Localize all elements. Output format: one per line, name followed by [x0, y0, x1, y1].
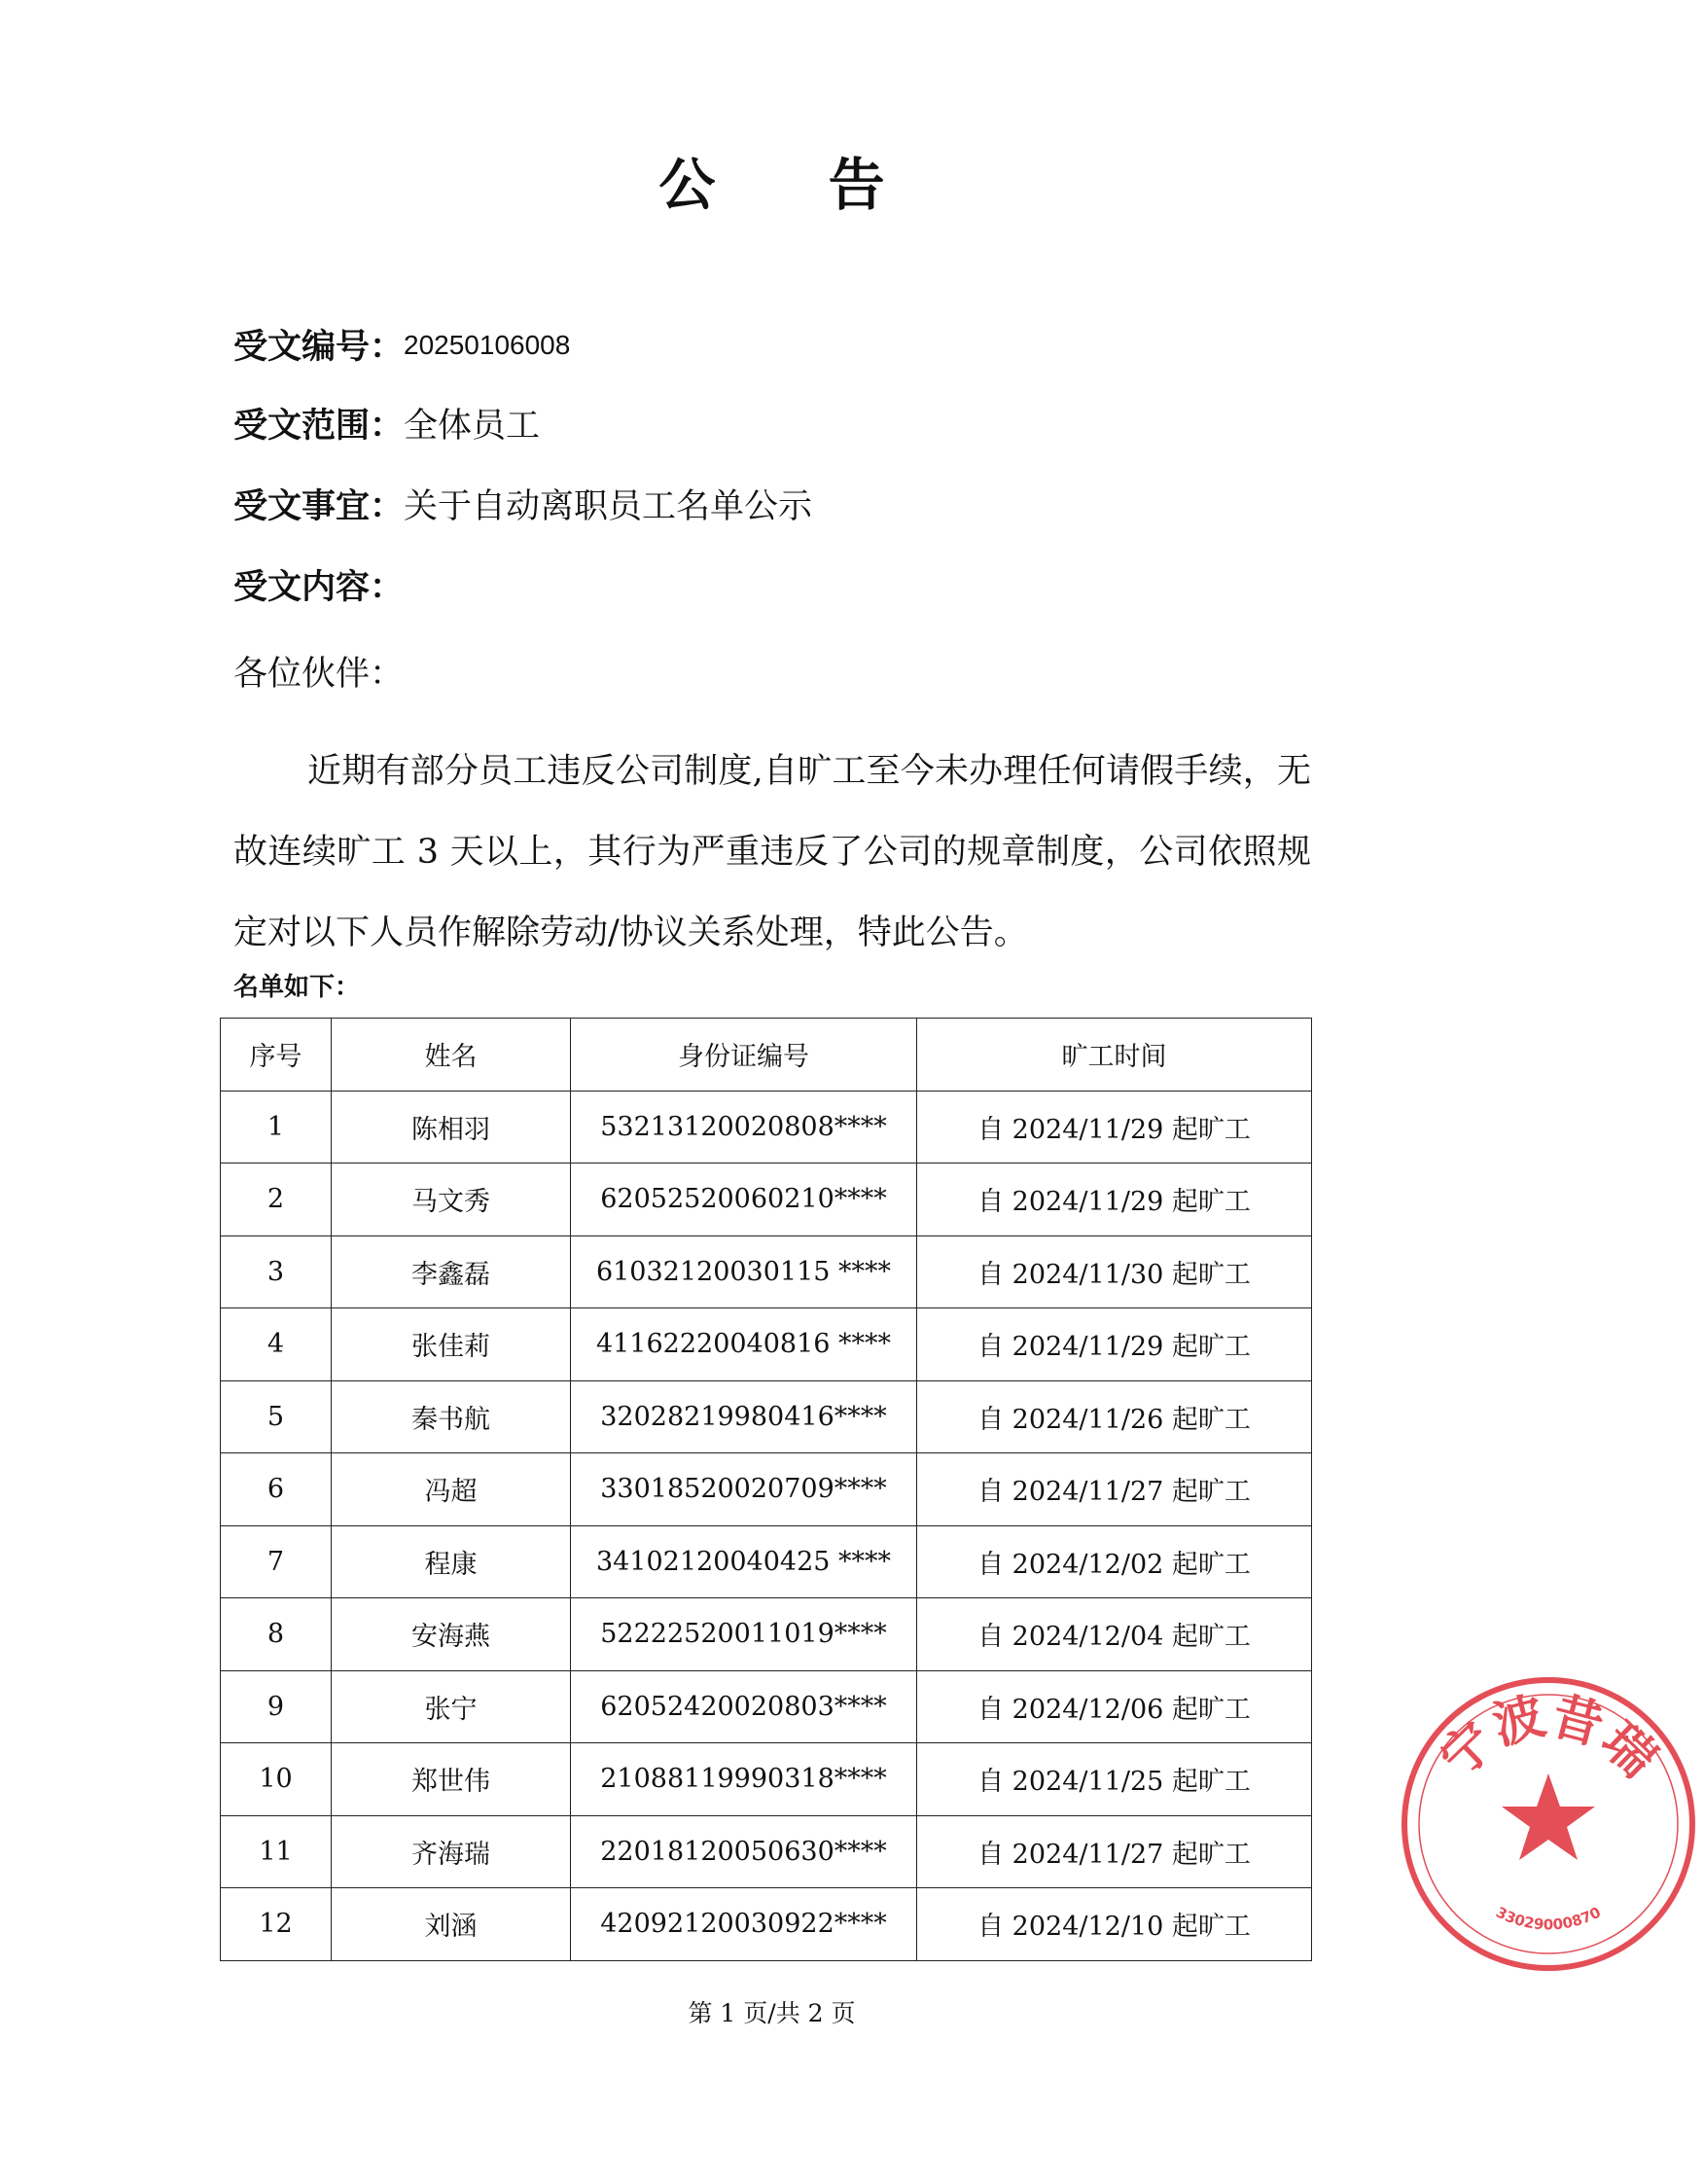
cell-name: 马文秀 [332, 1164, 571, 1236]
cell-time: 自 2024/11/27 起旷工 [917, 1815, 1312, 1888]
cell-no: 7 [221, 1525, 332, 1598]
table-row [221, 1598, 1312, 1671]
meta-number-label: 受文编号： [233, 327, 405, 367]
table-row [221, 1743, 1312, 1816]
cell-name: 程康 [332, 1525, 571, 1598]
seal-star [1502, 1773, 1595, 1860]
cell-name: 陈相羽 [332, 1091, 571, 1164]
table-row [221, 1308, 1312, 1381]
meta-scope-value: 全体员工 [404, 407, 541, 446]
cell-time: 自 2024/11/29 起旷工 [917, 1308, 1312, 1381]
table-row [221, 1453, 1312, 1526]
table-header-row [221, 1019, 1312, 1092]
cell-id: 61032120030115 **** [571, 1235, 917, 1308]
cell-id: 53213120020808**** [571, 1091, 917, 1164]
cell-time: 自 2024/12/04 起旷工 [917, 1598, 1312, 1671]
cell-time: 自 2024/11/26 起旷工 [917, 1380, 1312, 1453]
cell-no: 11 [221, 1815, 332, 1888]
cell-id: 22018120050630**** [571, 1815, 917, 1888]
cell-name: 安海燕 [332, 1598, 571, 1671]
cell-name: 冯超 [332, 1453, 571, 1526]
table-row [221, 1091, 1312, 1164]
table-row [221, 1815, 1312, 1888]
cell-no: 12 [221, 1888, 332, 1961]
meta-scope-label: 受文范围： [233, 406, 405, 446]
cell-name: 李鑫磊 [332, 1235, 571, 1308]
seal-number: 33029000870 [1493, 1903, 1604, 1934]
header-name: 姓名 [332, 1019, 571, 1092]
greeting: 各位伙伴： [233, 655, 405, 694]
cell-time: 自 2024/12/10 起旷工 [917, 1888, 1312, 1961]
page-footer: 第 1 页/共 2 页 [688, 1999, 856, 2027]
cell-no: 10 [221, 1743, 332, 1816]
cell-no: 3 [221, 1235, 332, 1308]
meta-scope-row [233, 402, 540, 450]
cell-name: 秦书航 [332, 1380, 571, 1453]
cell-time: 自 2024/12/06 起旷工 [917, 1670, 1312, 1743]
cell-no: 9 [221, 1670, 332, 1743]
cell-no: 4 [221, 1308, 332, 1381]
cell-no: 2 [221, 1164, 332, 1236]
meta-content-label: 受文内容： [233, 567, 405, 607]
cell-name: 刘涵 [332, 1888, 571, 1961]
seal-text: 宁波昔瑞 [1429, 1686, 1668, 1789]
table-row [221, 1164, 1312, 1236]
meta-subject-value: 关于自动离职员工名单公示 [404, 487, 813, 526]
cell-no: 5 [221, 1380, 332, 1453]
cell-time: 自 2024/12/02 起旷工 [917, 1525, 1312, 1598]
table-row [221, 1525, 1312, 1598]
document-title: 公 告 [658, 152, 932, 218]
cell-name: 郑世伟 [332, 1743, 571, 1816]
cell-id: 52222520011019**** [571, 1598, 917, 1671]
cell-time: 自 2024/11/27 起旷工 [917, 1453, 1312, 1526]
cell-id: 32028219980416**** [571, 1380, 917, 1453]
cell-id: 34102120040425 **** [571, 1525, 917, 1598]
table-row [221, 1888, 1312, 1961]
header-time: 旷工时间 [917, 1019, 1312, 1092]
table-row [221, 1380, 1312, 1453]
header-id: 身份证编号 [571, 1019, 917, 1092]
meta-subject-row [233, 483, 812, 531]
cell-no: 8 [221, 1598, 332, 1671]
meta-content-row [233, 563, 404, 612]
cell-time: 自 2024/11/25 起旷工 [917, 1743, 1312, 1816]
header-no: 序号 [221, 1019, 332, 1092]
cell-id: 42092120030922**** [571, 1888, 917, 1961]
cell-id: 33018520020709**** [571, 1453, 917, 1526]
table-row [221, 1670, 1312, 1743]
list-heading: 名单如下： [233, 973, 361, 1002]
meta-number-value: 20250106008 [404, 330, 571, 360]
cell-time: 自 2024/11/29 起旷工 [917, 1164, 1312, 1236]
company-seal-icon [1393, 1668, 1704, 1980]
cell-no: 1 [221, 1091, 332, 1164]
meta-number-row [233, 321, 570, 372]
meta-subject-label: 受文事宜： [233, 486, 405, 526]
cell-id: 62052420020803**** [571, 1670, 917, 1743]
cell-time: 自 2024/11/30 起旷工 [917, 1235, 1312, 1308]
cell-id: 41162220040816 **** [571, 1308, 917, 1381]
cell-id: 21088119990318**** [571, 1743, 917, 1816]
cell-name: 齐海瑞 [332, 1815, 571, 1888]
body-paragraph: 近期有部分员工违反公司制度,自旷工至今未办理任何请假手续，无故连续旷工 3 天以上，其行为严重违反了公司的规章制度，公司依照规定对以下人员作解除劳动/协议关系处理，特此公告。 [233, 752, 1311, 952]
cell-no: 6 [221, 1453, 332, 1526]
table-row [221, 1235, 1312, 1308]
cell-time: 自 2024/11/29 起旷工 [917, 1091, 1312, 1164]
cell-name: 张宁 [332, 1670, 571, 1743]
cell-name: 张佳莉 [332, 1308, 571, 1381]
employee-table [220, 1018, 1312, 1961]
cell-id: 62052520060210**** [571, 1164, 917, 1236]
